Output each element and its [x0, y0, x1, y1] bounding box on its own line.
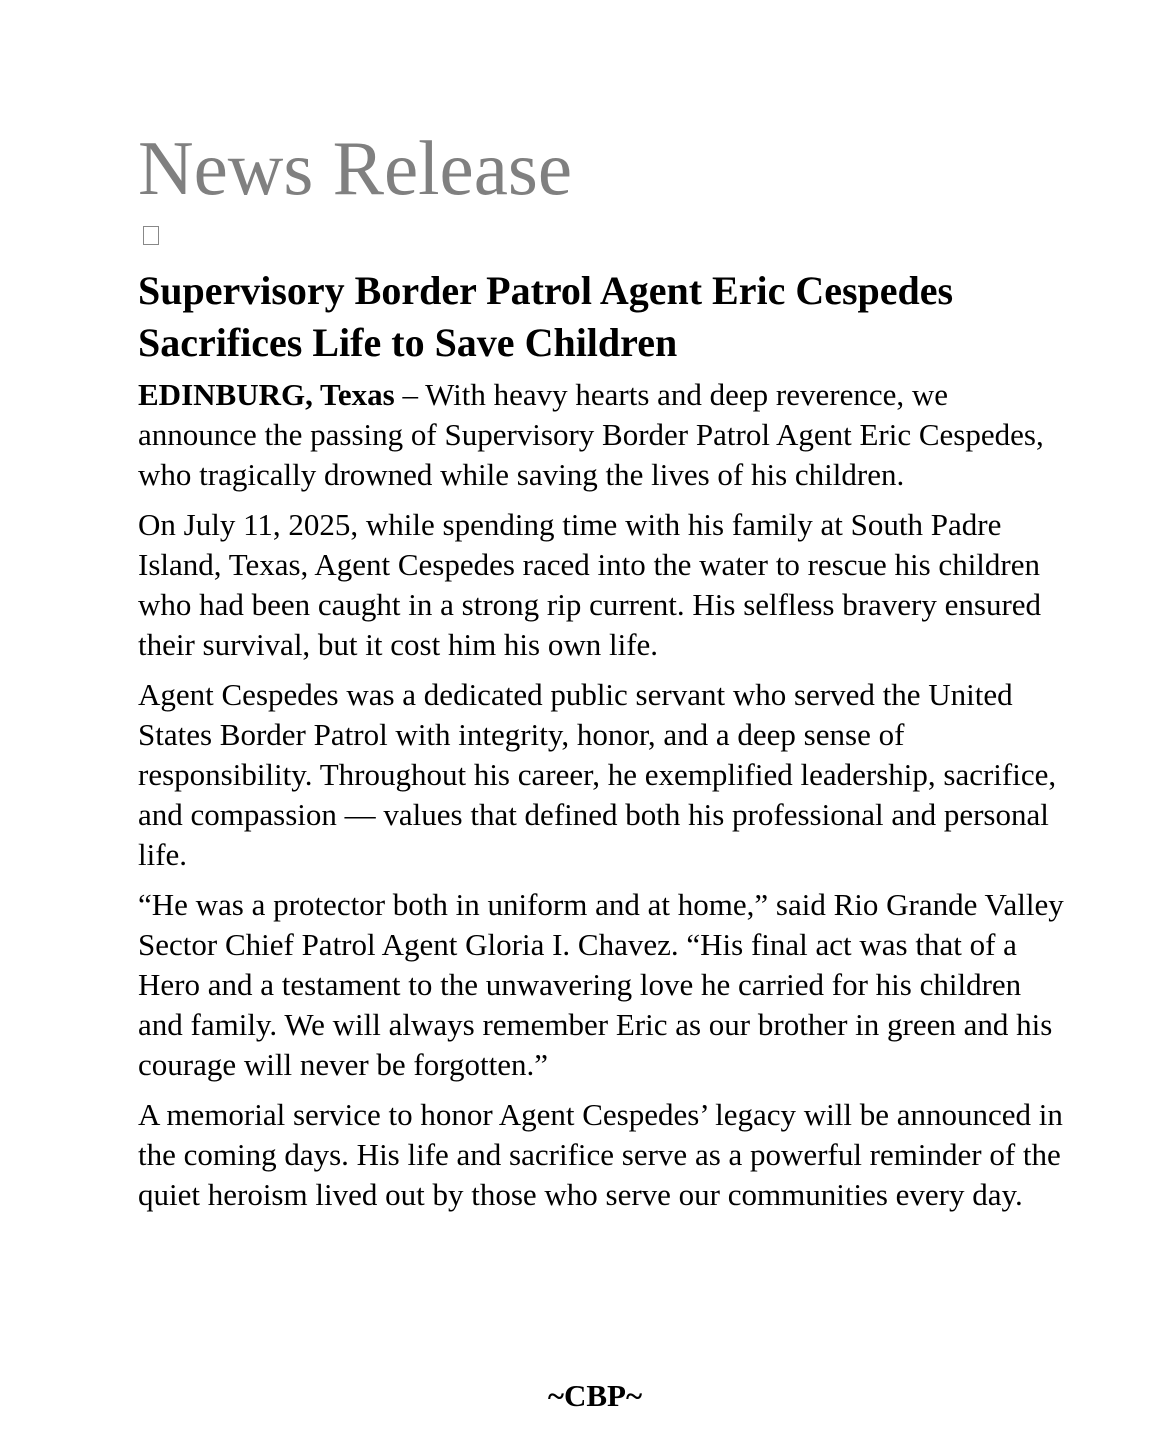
paragraph-2: On July 11, 2025, while spending time with his family at South Padre Island, Texas, Agent Cespedes raced into the water to rescue his children who had been caught in a strong rip current. His selfless bravery ensured their survival, but it cost him his own life. — [138, 507, 1042, 662]
signoff: ~CBP~ — [547, 1378, 643, 1413]
paragraph-1-text: – With heavy hearts and deep reverence, we announce the passing of Supervisory Border Patrol Agent Eric Cespedes, who tragically drowned while saving the lives of his children. — [138, 377, 1044, 492]
page-title: News Release — [138, 125, 573, 211]
paragraph-1 — [138, 375, 1068, 495]
missing-glyph-icon — [143, 226, 159, 245]
headline: Supervisory Border Patrol Agent Eric Cespedes Sacrifices Life to Save Children — [138, 268, 954, 365]
paragraph-3: Agent Cespedes was a dedicated public servant who served the United States Border Patrol with integrity, honor, and a deep sense of responsibility. Throughout his career, he exemplified leadership, sacrifice, and compassion — values that defined both his professional and personal life. — [138, 677, 1057, 872]
dateline: EDINBURG, Texas — [138, 377, 395, 412]
news-release — [138, 120, 1068, 1225]
paragraph-4: “He was a protector both in uniform and at home,” said Rio Grande Valley Sector Chief Patrol Agent Gloria I. Chavez. “His final act was that of a Hero and a testament to the unwavering love he carried for his children and family. We will always remember Eric as our brother in green and his courage will never be forgotten.” — [138, 887, 1064, 1082]
paragraph-5: A memorial service to honor Agent Cespedes’ legacy will be announced in the coming days. His life and sacrifice serve as a powerful reminder of the quiet heroism lived out by those who serve our communities every day. — [138, 1097, 1063, 1212]
